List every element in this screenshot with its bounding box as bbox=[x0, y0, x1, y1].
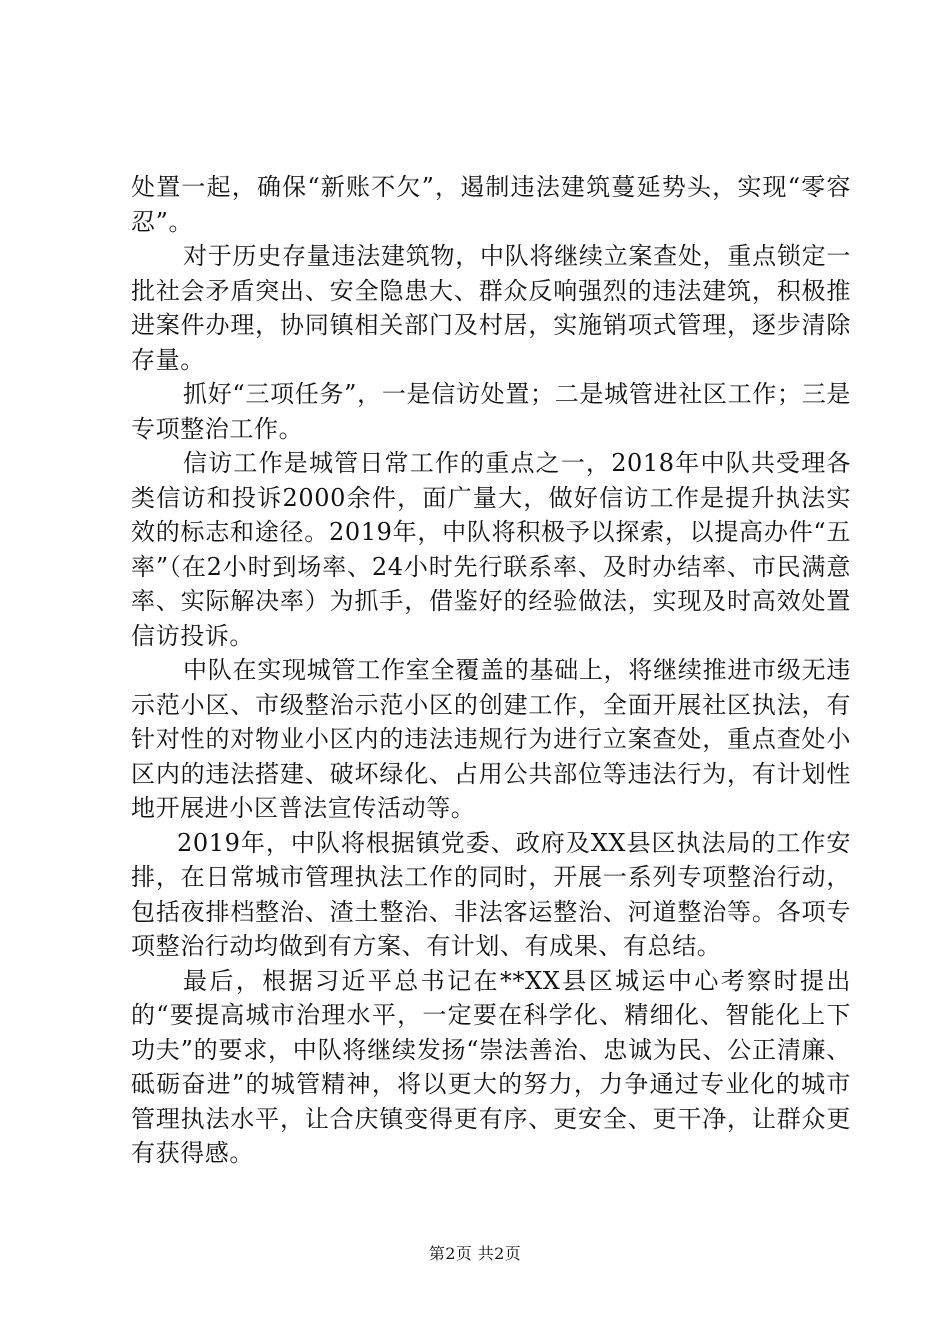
paragraph-community-enforcement: 中队在实现城管工作室全覆盖的基础上，将继续推进市级无违示范小区、市级整治示范小区的创建工作，全面开展社区执法，有针对性的对物业小区内的违法违规行为进行立案查处，重点查处小区内的违法搭建、破坏绿化、占用公共部位等违法行为，有计划性地开展进小区普法宣传活动等。 bbox=[131, 656, 851, 822]
document-body bbox=[131, 170, 851, 1171]
paragraph-conclusion: 最后，根据习近平总书记在**XX县区城运中心考察时提出的“要提高城市治理水平，一定要在科学化、精细化、智能化上下功夫”的要求，中队将继续发扬“崇法善治、忠诚为民、公正清廉、砥砺奋进”的城管精神，将以更大的努力，力争通过专业化的城市管理执法水平，让合庆镇变得更有序、更安全、更干净，让群众更有获得感。 bbox=[131, 966, 851, 1167]
paragraph-special-rectification: 2019年，中队将根据镇党委、政府及XX县区执法局的工作安排，在日常城市管理执法工作的同时，开展一系列专项整治行动，包括夜排档整治、渣土整治、非法客运整治、河道整治等。各项专项整治行动均做到有方案、有计划、有成果、有总结。 bbox=[131, 828, 851, 960]
paragraph-three-tasks: 抓好“三项任务”，一是信访处置；二是城管进社区工作；三是专项整治工作。 bbox=[131, 380, 851, 443]
paragraph-historical-buildings: 对于历史存量违法建筑物，中队将继续立案查处，重点锁定一批社会矛盾突出、安全隐患大、群众反响强烈的违法建筑，积极推进案件办理，协同镇相关部门及村居，实施销项式管理，逐步清除存量。 bbox=[131, 242, 851, 374]
paragraph-petition-work: 信访工作是城管日常工作的重点之一，2018年中队共受理各类信访和投诉2000余件，面广量大，做好信访工作是提升执法实效的标志和途径。2019年，中队将积极予以探索，以提高办件“五率”（在2小时到场率、24小时先行联系率、及时办结率、市民满意率、实际解决率）为抓手，借鉴好的经验做法，实现及时高效处置信访投诉。 bbox=[131, 449, 851, 650]
paragraph-continuation: 处置一起，确保“新账不欠”，遏制违法建筑蔓延势头，实现“零容忍”。 bbox=[131, 173, 851, 236]
page-number-footer: 第2页 共2页 bbox=[428, 1244, 522, 1263]
